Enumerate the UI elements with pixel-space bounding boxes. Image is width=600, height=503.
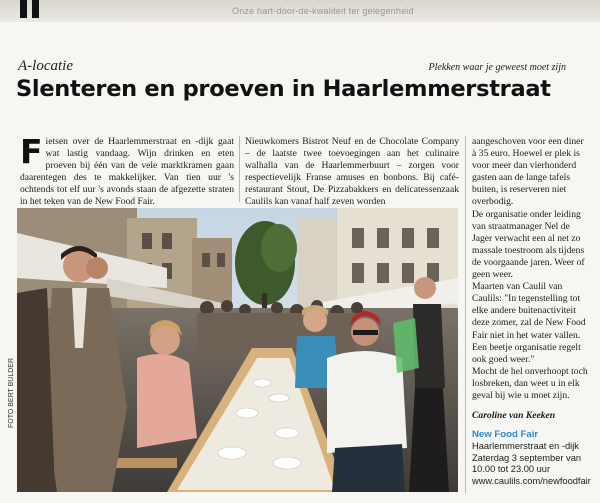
article-column-2 — [245, 136, 459, 209]
article-column-1 — [20, 132, 234, 209]
photo-credit: FOTO BERT BULDER — [8, 357, 15, 428]
column-3-paragraph: Maarten van Caulil van Caulils: "In tegenstelling tot elke andere buitenactiviteit deze zomer, zal de New Food Fair niet in het water vallen. Een beetje organisatie regelt ook goed weer." — [472, 281, 586, 365]
infobox-address: Haarlemmerstraat en -dijk — [472, 441, 579, 452]
infobox-title: New Food Fair — [472, 429, 539, 441]
section-label: A-locatie — [18, 58, 73, 74]
infobox-website: www.caulils.com/newfoodfair — [472, 475, 591, 486]
page-corner-mark — [20, 0, 27, 18]
street-food-fair-photo — [17, 208, 458, 492]
column-2-text: Nieuwkomers Bistrot Neuf en de Chocolate Company – de laatste twee toevoegingen aan het culinaire walhalla van de Haarlemmerbuurt – zorgen voor respectievelijk Franse amuses en bonbons. Bij café-restaurant Stout, De Pizzabakkers en delicatessenzaak Caulils kan vanaf half zeven worden — [245, 136, 459, 208]
drop-cap: F — [20, 132, 43, 171]
page-top-strip — [0, 0, 600, 22]
column-divider — [465, 136, 466, 494]
bleed-through-text: Onze hart-door-de-kwaliteit ter gelegenheid — [232, 6, 414, 16]
infobox-time: 10.00 tot 23.00 uur — [472, 464, 551, 475]
column-3-paragraph: Mocht de hel onverhoopt toch losbreken, dan weet u in elk geval bij wie u moet zijn. — [472, 365, 588, 401]
article-headline: Slenteren en proeven in Haarlemmerstraat — [16, 76, 551, 102]
article-column-3 — [472, 136, 590, 487]
photo-illustration — [17, 208, 458, 492]
author-byline: Caroline van Keeken — [472, 410, 556, 422]
page-corner-mark — [32, 0, 39, 18]
column-3-paragraph: De organisatie onder leiding van straatmanager Nel de Jager verwacht een al net zo massale toestroom als tijdens de voorgaande jaren. Weer of geen weer. — [472, 208, 585, 281]
event-infobox — [472, 441, 590, 487]
column-divider — [239, 136, 240, 202]
infobox-date: Zaterdag 3 september van — [472, 452, 582, 463]
column-3-paragraph: aangeschoven voor een diner à 35 euro. Hoewel er plek is voor meer dan vierhonderd gasten aan de lange tafels buiten, is reserveren niet overbodig. — [472, 136, 584, 208]
column-1-text: ietsen over de Haarlemmerstraat en -dijk gaat wat lastig vandaag. Wijn drinken en eten proeven bij één van de vele marktkramen gaan daarentegen des te makkelijker. Van tien uur 's ochtends tot elf uur 's avonds staan de afgezette straten in het teken van de New Food Fair. — [20, 136, 234, 208]
section-tagline: Plekken waar je geweest moet zijn — [428, 62, 566, 73]
